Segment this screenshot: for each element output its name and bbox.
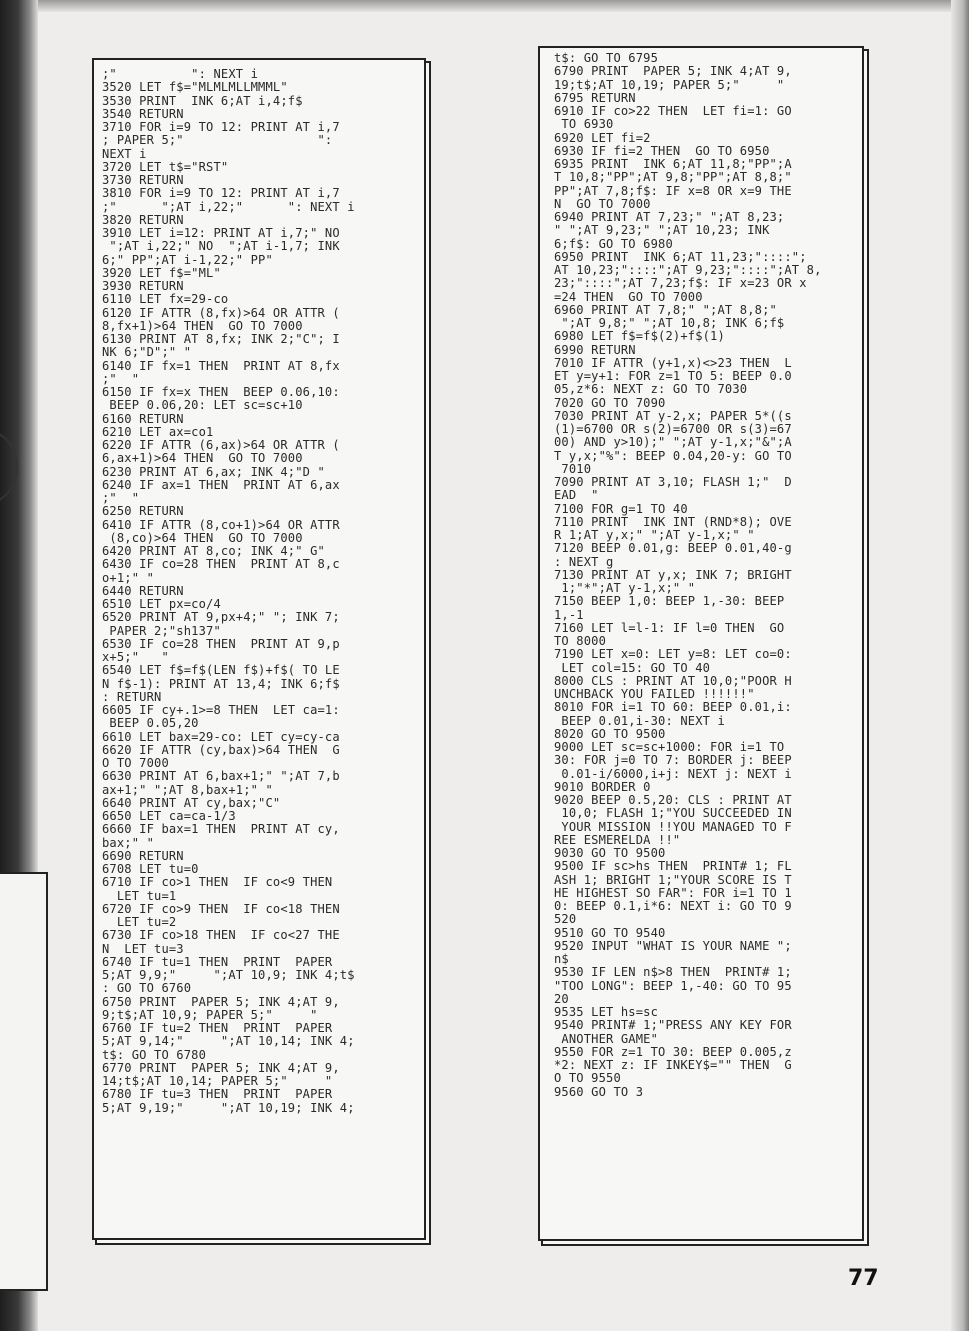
- code-line: LET col=15: GO TO 40: [554, 660, 711, 675]
- code-line: t$: GO TO 6795: [554, 51, 659, 65]
- code-line: ax+1;" ";AT 8,bax+1;" ": [102, 782, 273, 797]
- code-line: 3810 FOR i=9 TO 12: PRINT AT i,7: [102, 186, 340, 201]
- code-line: O TO 7000: [102, 756, 169, 770]
- code-line: 3710 FOR i=9 TO 12: PRINT AT i,7: [102, 120, 340, 134]
- code-line: 7100 FOR g=1 TO 40: [554, 501, 688, 516]
- code-line: 6920 LET fi=2: [554, 130, 651, 145]
- left-code-listing: [92, 58, 426, 1240]
- code-line: HE HIGHEST SO FAR": FOR i=1 TO 1: [554, 885, 792, 900]
- code-line: O TO 9550: [554, 1071, 621, 1086]
- code-line: 6708 LET tu=0: [102, 862, 199, 876]
- code-line: 6130 PRINT AT 8,fx; INK 2;"C"; I: [102, 332, 340, 346]
- code-line: 6795 RETURN: [554, 90, 636, 105]
- code-line: TO 6930: [554, 117, 614, 132]
- code-line: 7090 PRINT AT 3,10; FLASH 1;" D: [554, 475, 792, 489]
- code-line: 6250 RETURN: [102, 504, 184, 519]
- code-line: bax;" ": [102, 835, 155, 850]
- code-line: 7020 GO TO 7090: [554, 395, 666, 410]
- code-line: 3720 LET t$="RST": [102, 159, 229, 174]
- code-line: 7120 BEEP 0.01,g: BEEP 0.01,40-g: [554, 541, 792, 556]
- code-line: 7030 PRINT AT y-2,x; PAPER 5*((s: [554, 408, 792, 423]
- code-line: 6;" PP";AT i-1,22;" PP": [102, 252, 273, 267]
- code-line: 9520 INPUT "WHAT IS YOUR NAME ";: [554, 938, 792, 953]
- code-line: 8020 GO TO 9500: [554, 726, 666, 741]
- code-line: ANOTHER GAME": [554, 1031, 659, 1046]
- code-line: 20: [554, 991, 569, 1006]
- code-line: 7110 PRINT INK INT (RND*8); OVE: [554, 514, 792, 529]
- code-line: 00) AND y>10);" ";AT y-1,x;"&";A: [554, 435, 792, 450]
- code-line: 3920 LET f$="ML": [102, 265, 221, 280]
- code-line: 6760 IF tu=2 THEN PRINT PAPER: [102, 1021, 333, 1035]
- code-line: 6540 LET f$=f$(LEN f$)+f$( TO LE: [102, 663, 340, 678]
- code-line: ;" ": [102, 371, 140, 386]
- code-line: 6930 IF fi=2 THEN GO TO 6950: [554, 143, 770, 158]
- code-line: 6940 PRINT AT 7,23;" ";AT 8,23;: [554, 210, 785, 224]
- code-line: 9;t$;AT 10,9; PAPER 5;" ": [102, 1007, 318, 1022]
- code-line: ";AT i,22;" NO ";AT i-1,7; INK: [102, 239, 340, 254]
- code-line: T y,x;"%": BEEP 0.04,20-y: GO TO: [554, 448, 792, 463]
- code-line: 9540 PRINT# 1;"PRESS ANY KEY FOR: [554, 1018, 792, 1033]
- code-line: N f$-1): PRINT AT 13,4; INK 6;f$: [102, 676, 340, 691]
- code-line: BEEP 0.06,20: LET sc=sc+10: [102, 398, 303, 413]
- code-line: 8000 CLS : PRINT AT 10,0;"POOR H: [554, 673, 792, 688]
- code-line: 6510 LET px=co/4: [102, 597, 221, 611]
- code-line: 7010: [554, 461, 592, 476]
- code-line: 6620 IF ATTR (cy,bax)>64 THEN G: [102, 742, 340, 757]
- code-line: R 1;AT y,x;" ";AT y-1,x;" ": [554, 528, 755, 542]
- code-line: 520: [554, 912, 577, 927]
- code-line: EAD ": [554, 488, 599, 503]
- code-line: : NEXT g: [554, 554, 614, 569]
- code-line: x+5;" ": [102, 650, 169, 664]
- page-number: 77: [848, 1266, 879, 1291]
- code-line: 6420 PRINT AT 8,co; INK 4;" G": [102, 544, 325, 558]
- code-line: 5;AT 9,9;" ";AT 10,9; INK 4;t$: [102, 968, 355, 982]
- code-line: 6610 LET bax=29-co: LET cy=cy-ca: [102, 729, 340, 744]
- code-line: 14;t$;AT 10,14; PAPER 5;" ": [102, 1074, 333, 1088]
- code-line: 3930 RETURN: [102, 279, 184, 293]
- code-line: 6440 RETURN: [102, 583, 184, 598]
- code-line: 3530 PRINT INK 6;AT i,4;f$: [102, 93, 303, 108]
- code-line: 3730 RETURN: [102, 173, 184, 187]
- code-line: ;" ": NEXT i: [102, 67, 259, 81]
- code-line: ET y=y+1: FOR z=1 TO 5: BEEP 0.0: [554, 369, 792, 383]
- code-line: 7130 PRINT AT y,x; INK 7; BRIGHT: [554, 567, 792, 582]
- code-line: " ";AT 9,23;" ";AT 10,23; INK: [554, 223, 770, 238]
- code-line: 6660 IF bax=1 THEN PRINT AT cy,: [102, 822, 340, 837]
- margin-box-decoration: [0, 872, 48, 1291]
- code-line: 3520 LET f$="MLMLMLLMMML": [102, 80, 288, 95]
- code-line: 6520 PRINT AT 9,px+4;" "; INK 7;: [102, 610, 340, 625]
- code-line: 8,fx+1)>64 THEN GO TO 7000: [102, 318, 303, 333]
- code-line: T 10,8;"PP";AT 9,8;"PP";AT 8,8;": [554, 170, 792, 185]
- code-line: 05,z*6: NEXT z: GO TO 7030: [554, 382, 748, 397]
- code-line: 9560 GO TO 3: [554, 1084, 644, 1099]
- code-line: 9020 BEEP 0.5,20: CLS : PRINT AT: [554, 793, 792, 807]
- code-line: t$: GO TO 6780: [102, 1047, 207, 1062]
- code-line: 6,ax+1)>64 THEN GO TO 7000: [102, 451, 303, 466]
- code-line: 6710 IF co>1 THEN IF co<9 THEN: [102, 875, 333, 890]
- code-line: (8,co)>64 THEN GO TO 7000: [102, 530, 303, 545]
- code-line: PAPER 2;"sh137": [102, 623, 221, 638]
- code-line: : RETURN: [102, 689, 162, 704]
- code-line: 8010 FOR i=1 TO 60: BEEP 0.01,i:: [554, 700, 792, 715]
- code-line: LET tu=2: [102, 915, 177, 929]
- code-line: "TOO LONG": BEEP 1,-40: GO TO 95: [554, 978, 792, 993]
- code-line: UNCHBACK YOU FAILED !!!!!!": [554, 687, 755, 701]
- code-line: *2: NEXT z: IF INKEY$="" THEN G: [554, 1058, 792, 1072]
- code-line: BEEP 0.01,i-30: NEXT i: [554, 713, 725, 728]
- code-line: ;" ";AT i,22;" ": NEXT i: [102, 199, 355, 214]
- code-line: (1)=6700 OR s(2)=6700 OR s(3)=67: [554, 422, 792, 436]
- code-line: 9030 GO TO 9500: [554, 846, 666, 860]
- code-line: 7190 LET x=0: LET y=8: LET co=0:: [554, 647, 792, 662]
- code-line: 23;"::::";AT 7,23;f$: IF x=23 OR x: [554, 276, 807, 291]
- code-line: 9530 IF LEN n$>8 THEN PRINT# 1;: [554, 965, 792, 980]
- code-line: 6110 LET fx=29-co: [102, 292, 229, 307]
- code-line: NEXT i: [102, 146, 147, 161]
- code-line: 6790 PRINT PAPER 5; INK 4;AT 9,: [554, 64, 792, 79]
- page-top-shadow: [0, 0, 969, 12]
- code-line: 0.01-i/6000,i+j: NEXT j: NEXT i: [554, 766, 792, 781]
- code-line: 6730 IF co>18 THEN IF co<27 THE: [102, 928, 340, 943]
- code-line: 3820 RETURN: [102, 212, 184, 227]
- code-line: 6220 IF ATTR (6,ax)>64 OR ATTR (: [102, 438, 340, 452]
- code-line: 6630 PRINT AT 6,bax+1;" ";AT 7,b: [102, 769, 340, 784]
- code-line: 6980 LET f$=f$(2)+f$(1): [554, 329, 725, 344]
- code-line: AT 10,23;"::::";AT 9,23;"::::";AT 8,: [554, 263, 822, 277]
- code-line: 6780 IF tu=3 THEN PRINT PAPER: [102, 1087, 333, 1102]
- code-line: 6;f$: GO TO 6980: [554, 236, 673, 251]
- code-line: 3540 RETURN: [102, 106, 184, 121]
- code-line: 6605 IF cy+.1>=8 THEN LET ca=1:: [102, 703, 340, 717]
- code-line: LET tu=1: [102, 888, 177, 903]
- code-line: 6160 RETURN: [102, 411, 184, 426]
- code-line: REE ESMERELDA !!": [554, 832, 681, 847]
- code-line: 30: FOR j=0 TO 7: BORDER j: BEEP: [554, 753, 792, 768]
- code-line: ASH 1; BRIGHT 1;"YOUR SCORE IS T: [554, 872, 792, 887]
- code-line: 6650 LET ca=ca-1/3: [102, 809, 236, 823]
- code-line: ;" ": [102, 491, 140, 505]
- code-line: 6410 IF ATTR (8,co+1)>64 OR ATTR: [102, 517, 340, 532]
- code-line: 9510 GO TO 9540: [554, 925, 666, 940]
- code-line: 6120 IF ATTR (8,fx)>64 OR ATTR (: [102, 305, 340, 320]
- code-line: 6960 PRINT AT 7,8;" ";AT 8,8;": [554, 302, 777, 317]
- code-line: 6910 IF co>22 THEN LET fi=1: GO: [554, 104, 792, 118]
- code-line: 6530 IF co=28 THEN PRINT AT 9,p: [102, 636, 340, 651]
- code-line: 6230 PRINT AT 6,ax; INK 4;"D ": [102, 464, 325, 479]
- code-line: 6750 PRINT PAPER 5; INK 4;AT 9,: [102, 994, 340, 1009]
- code-line: 6720 IF co>9 THEN IF co<18 THEN: [102, 901, 340, 916]
- code-line: 6740 IF tu=1 THEN PRINT PAPER: [102, 954, 333, 969]
- code-line: ; PAPER 5;" ":: [102, 133, 333, 148]
- code-line: 9000 LET sc=sc+1000: FOR i=1 TO: [554, 740, 785, 754]
- code-line: BEEP 0.05,20: [102, 716, 199, 731]
- code-line: 6640 PRINT AT cy,bax;"C": [102, 795, 281, 810]
- code-line: ";AT 9,8;" ";AT 10,8; INK 6;f$: [554, 316, 785, 330]
- code-line: NK 6;"D";" ": [102, 345, 192, 360]
- code-line: 10,0; FLASH 1;"YOU SUCCEEDED IN: [554, 806, 792, 821]
- code-line: 19;t$;AT 10,19; PAPER 5;" ": [554, 77, 785, 92]
- code-line: 6240 IF ax=1 THEN PRINT AT 6,ax: [102, 477, 340, 492]
- code-line: 9535 LET hs=sc: [554, 1005, 659, 1019]
- code-line: o+1;" ": [102, 570, 155, 585]
- code-line: =24 THEN GO TO 7000: [554, 289, 703, 304]
- code-line: 3910 LET i=12: PRINT AT i,7;" NO: [102, 226, 340, 240]
- code-line: 6950 PRINT INK 6;AT 11,23;"::::";: [554, 249, 807, 264]
- code-line: 9010 BORDER 0: [554, 779, 651, 794]
- code-line: 6690 RETURN: [102, 848, 184, 863]
- code-line: 1,-1: [554, 607, 584, 622]
- code-line: 6150 IF fx=x THEN BEEP 0.06,10:: [102, 385, 340, 399]
- code-line: 0: BEEP 0.1,i*6: NEXT i: GO TO 9: [554, 899, 792, 913]
- code-line: 5;AT 9,19;" ";AT 10,19; INK 4;: [102, 1100, 355, 1115]
- code-line: 1;"*";AT y-1,x;" ": [554, 581, 696, 595]
- code-line: : GO TO 6760: [102, 981, 192, 996]
- code-line: 6990 RETURN: [554, 342, 636, 357]
- code-line: 7150 BEEP 1,0: BEEP 1,-30: BEEP: [554, 594, 785, 609]
- code-line: TO 8000: [554, 634, 607, 648]
- right-code-listing: [538, 46, 864, 1241]
- code-line: 5;AT 9,14;" ";AT 10,14; INK 4;: [102, 1034, 355, 1049]
- code-line: 7010 IF ATTR (y+1,x)<>23 THEN L: [554, 355, 792, 370]
- code-line: 6770 PRINT PAPER 5; INK 4;AT 9,: [102, 1060, 340, 1075]
- code-line: N GO TO 7000: [554, 196, 651, 211]
- code-line: 6140 IF fx=1 THEN PRINT AT 8,fx: [102, 358, 340, 373]
- code-line: 6210 LET ax=co1: [102, 424, 214, 439]
- code-line: 9500 IF sc>hs THEN PRINT# 1; FL: [554, 859, 792, 874]
- code-line: N LET tu=3: [102, 941, 184, 956]
- code-line: 6935 PRINT INK 6;AT 11,8;"PP";A: [554, 157, 792, 171]
- code-line: 9550 FOR z=1 TO 30: BEEP 0.005,z: [554, 1044, 792, 1059]
- code-line: 7160 LET l=l-1: IF l=0 THEN GO: [554, 620, 785, 635]
- code-line: n$: [554, 952, 569, 966]
- code-line: PP";AT 7,8;f$: IF x=8 OR x=9 THE: [554, 183, 792, 198]
- code-line: YOUR MISSION !!YOU MANAGED TO F: [554, 819, 792, 834]
- code-line: 6430 IF co=28 THEN PRINT AT 8,c: [102, 557, 340, 572]
- page-right-edge: [951, 0, 969, 1331]
